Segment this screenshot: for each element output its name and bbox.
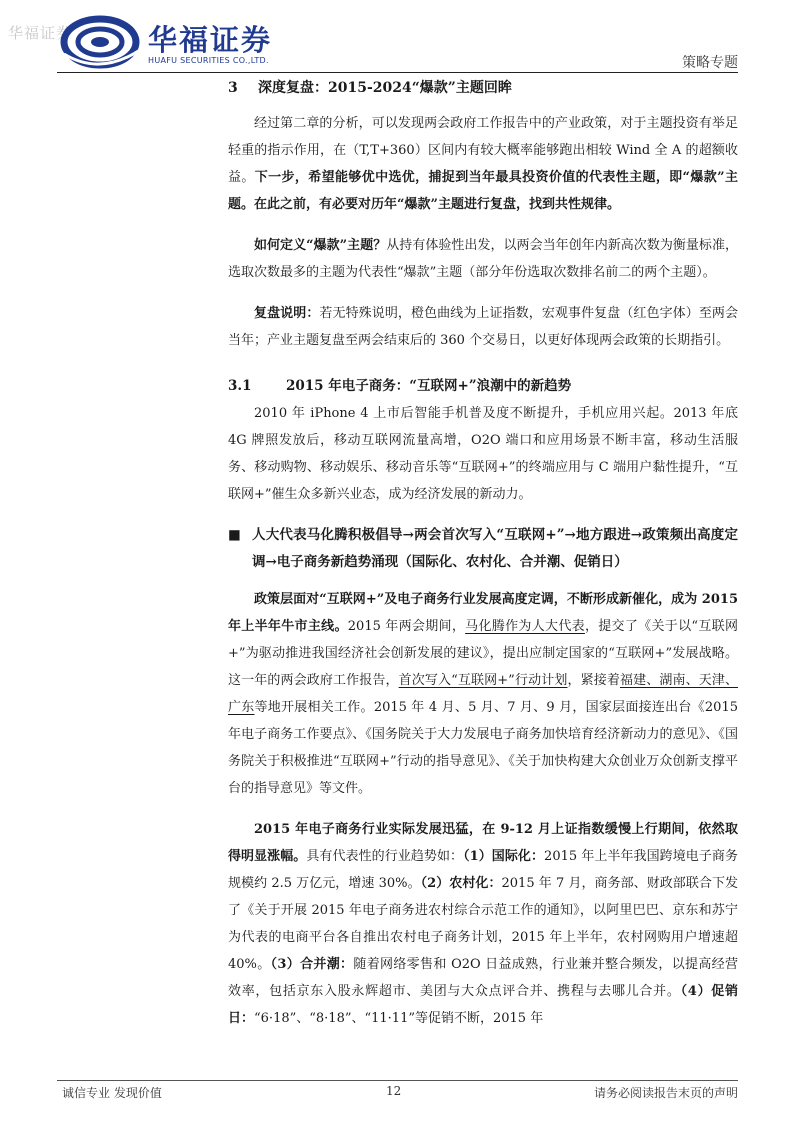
bold-lead: 2015 年电子商务行业实际发展迅猛，在 9-12 月上证指数缓慢上行期间，依然取得明显涨幅。 [228,822,738,864]
bullet-point [228,522,738,576]
logo-english-name: HUAFU SECURITIES CO.,LTD. [148,56,269,65]
paragraph-industry-trends: 2015 年电子商务行业实际发展迅猛，在 9-12 月上证指数缓慢上行期间，依然取得明显涨幅。具有代表性的行业趋势如：（1）国际化：2015 年上半年我国跨境电子商务规模约 2.5 万亿元，增速 30%。（2）农村化：2015 年 7 月，商务部、财政部联合下发了《关于开展 2015 年电子商务进农村综合示范工作的通知》，以阿里巴巴、京东和苏宁为代表的电商平台各自推出农村电子商务计划，2015 年上半年，农村网购用户增速超 40%。（3）合并潮：随着网络零售和 O2O 日益成熟，行业兼并整合频发，以提高经营效率，包括京东入股永辉超市、美团与大众点评合并、携程与去哪儿合并。（4）促销日：“6·18”、“8·18”、“11·11”等促销不断，2015 年 [228,822,738,1026]
bold-lead: 如何定义“爆款”主题？ [254,238,387,253]
page-number: 12 [386,1084,402,1098]
bullet-text: 人大代表马化腾积极倡导→两会首次写入“互联网+”→地方跟进→政策频出高度定调→电子商务新趋势涌现（国际化、农村化、合并潮、促销日） [252,527,738,570]
section-title: 深度复盘：2015-2024“爆款”主题回眸 [258,80,512,96]
paragraph-background: 2010 年 iPhone 4 上市后智能手机普及度不断提升，手机应用兴起。2013 年底 4G 牌照发放后，移动互联网流量高增，O2O 端口和应用场景不断丰富，移动生活服务、移动购物、移动娱乐、移动音乐等“互联网+”的终端应用与 C 端用户黏性提升，“互联网+”催生众多新兴业态，成为经济发展的新动力。 [228,406,738,502]
paragraph-review-note: 复盘说明：若无特殊说明，橙色曲线为上证指数，宏观事件复盘（红色字体）至两会当年；产业主题复盘至两会结束后的 360 个交易日，以更好体现两会政策的长期指引。 [228,306,738,348]
section-heading-3 [228,76,738,100]
watermark-text: 华福证券 [8,24,73,42]
subsection-number: 3.1 [228,378,252,394]
company-logo [60,14,300,72]
main-content [228,76,738,1032]
underlined-text: 马化腾作为人大代表 [465,619,585,634]
subsection-title: 2015 年电子商务：“互联网+”浪潮中的新趋势 [286,378,572,394]
header-divider [57,72,738,73]
report-type-label: 策略专题 [682,55,738,71]
paragraph-definition: 如何定义“爆款”主题？从持有体验性出发，以两会当年创年内新高次数为衡量标准，选取次数最多的主题为代表性“爆款”主题（部分年份选取次数排名前二的两个主题）。 [228,238,738,280]
underlined-text: 福建、湖南、天津、广东 [228,673,738,715]
footer-slogan: 诚信专业 发现价值 [62,1086,162,1100]
bold-lead: 复盘说明： [254,306,320,321]
logo-swirl-icon [60,14,144,72]
paragraph-policy: 政策层面对“互联网+”及电子商务行业发展高度定调，不断形成新催化，成为 2015 年上半年牛市主线。2015 年两会期间，马化腾作为人大代表，提交了《关于以“互联网+”为驱动推进我国经济社会创新发展的建议》，提出应制定国家的“互联网+”发展战略。这一年的两会政府工作报告，首次写入“互联网+”行动计划，紧接着福建、湖南、天津、广东等地开展相关工作。2015 年 4 月、5 月、7 月、9 月，国家层面接连出台《2015 年电子商务工作要点》、《国务院关于大力发展电子商务加快培育经济新动力的意见》、《国务院关于积极推进“互联网+”行动的指导意见》、《关于加快构建大众创业万众创新支撑平台的指导意见》等文件。 [228,592,738,796]
square-bullet-icon: ■ [228,527,241,543]
logo-chinese-name: 华福证券 [148,23,273,57]
footer-disclaimer: 请务必阅读报告末页的声明 [593,1086,738,1100]
underlined-text: 首次写入“互联网+”行动计划 [398,673,568,688]
section-number: 3 [228,80,238,96]
section-heading-3-1 [228,372,738,400]
footer-divider [57,1080,738,1081]
bold-emphasis: 下一步，希望能够优中选优，捕捉到当年最具投资价值的代表性主题，即“爆款”主题。在此之前，有必要对历年“爆款”主题进行复盘，找到共性规律。 [228,170,738,212]
paragraph-analysis: 经过第二章的分析，可以发现两会政府工作报告中的产业政策，对于主题投资有举足轻重的指示作用，在（T,T+360）区间内有较大概率能够跑出相较 Wind 全 A 的超额收益。下一步，希望能够优中选优，捕捉到当年最具投资价值的代表性主题，即“爆款”主题。在此之前，有必要对历年“爆款”主题进行复盘，找到共性规律。 [228,116,738,212]
bold-lead: 政策层面对“互联网+”及电子商务行业发展高度定调，不断形成新催化，成为 2015 年上半年牛市主线。 [228,592,738,634]
